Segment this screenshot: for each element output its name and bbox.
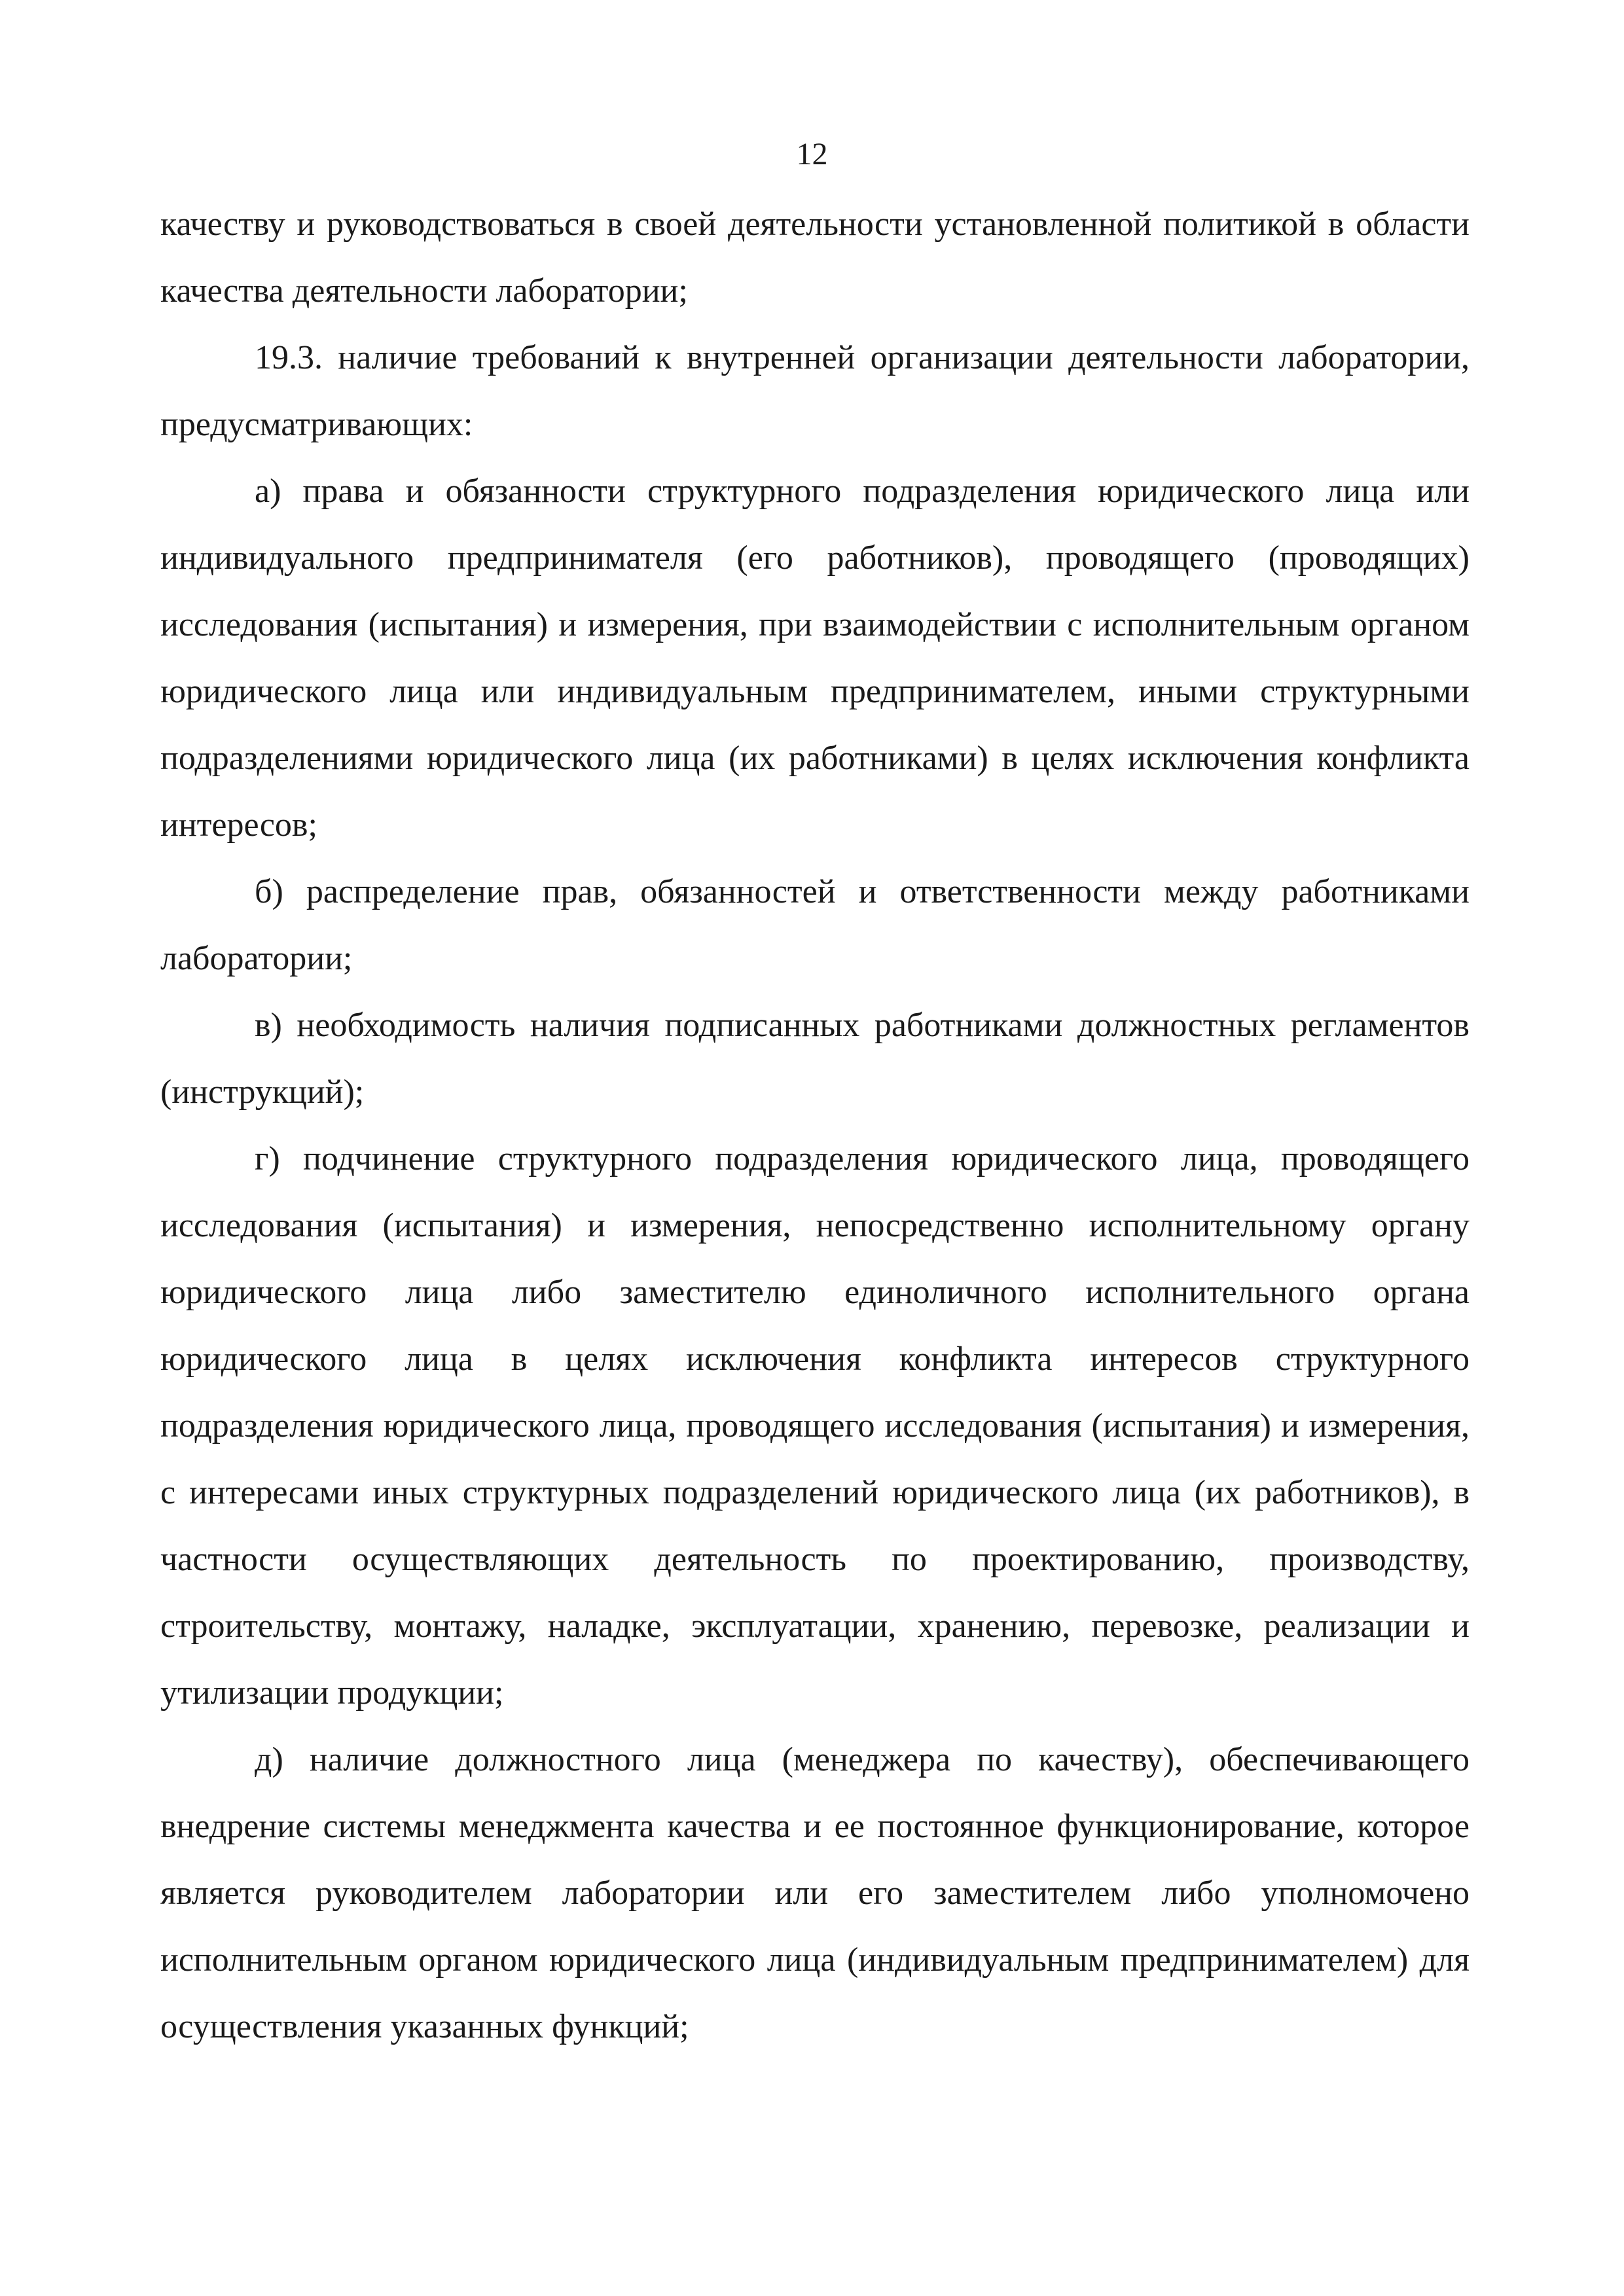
document-body [160,191,1470,2060]
paragraph-item-a: а) права и обязанности структурного подразделения юридического лица или индивидуального предпринимателя (его работников), проводящего (проводящих) исследования (испытания) и измерения, при взаимодействии с исполнительным органом юридического лица или индивидуальным предпринимателем, иными структурными подразделениями юридического лица (их работниками) в целях исключения конфликта интересов; [160,473,1470,844]
paragraph-item-v: в) необходимость наличия подписанных работниками должностных регламентов (инструкций); [160,1007,1470,1111]
paragraph-continuation: качеству и руководствоваться в своей деятельности установленной политикой в области качества деятельности лаборатории; [160,206,1470,310]
paragraph-item-b: б) распределение прав, обязанностей и ответственности между работниками лаборатории; [160,873,1470,977]
paragraph-item-g: г) подчинение структурного подразделения юридического лица, проводящего исследования (испытания) и измерения, непосредственно исполнительному органу юридического лица либо заместителю единоличного исполнительного органа юридического лица в целях исключения конфликта интересов структурного подразделения юридического лица, проводящего исследования (испытания) и измерения, с интересами иных структурных подразделений юридического лица (их работников), в частности осуществляющих деятельность по проектированию, производству, строительству, монтажу, наладке, эксплуатации, хранению, перевозке, реализации и утилизации продукции; [160,1140,1470,1712]
paragraph-19-3: 19.3. наличие требований к внутренней организации деятельности лаборатории, предусматривающих: [160,339,1470,443]
paragraph-item-d: д) наличие должностного лица (менеджера по качеству), обеспечивающего внедрение системы менеджмента качества и ее постоянное функционирование, которое является руководителем лаборатории или его заместителем либо уполномочено исполнительным органом юридического лица (индивидуальным предпринимателем) для осуществления указанных функций; [160,1741,1470,2045]
page-number: 12 [796,137,828,171]
